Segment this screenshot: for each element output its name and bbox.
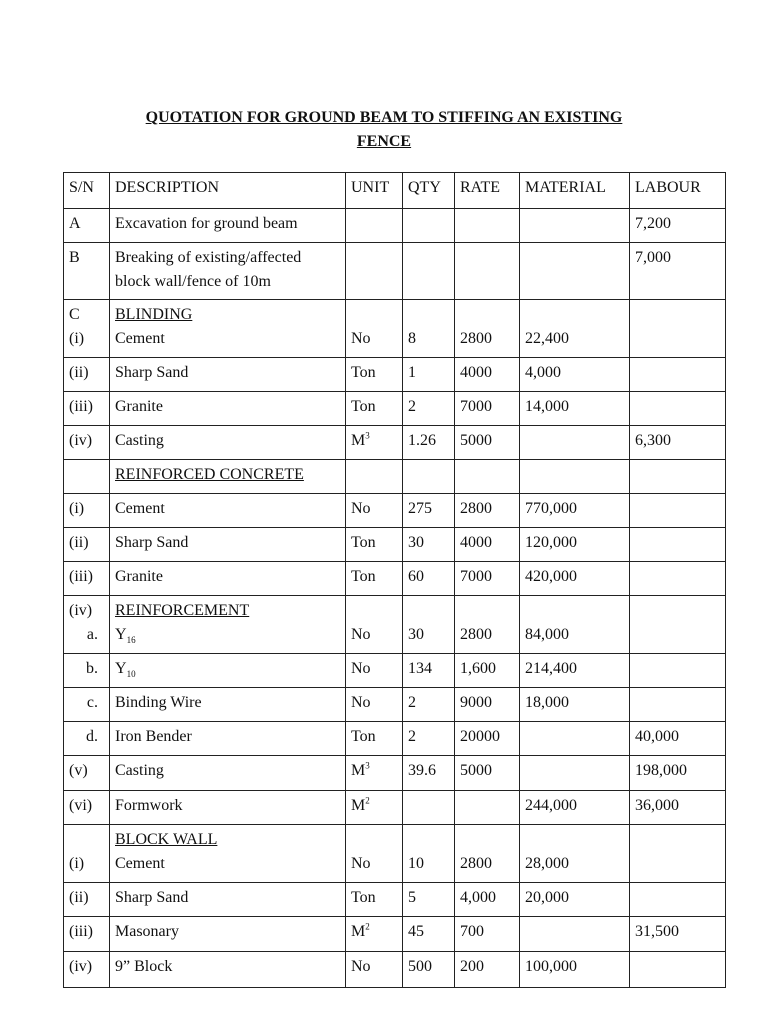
cell-sn	[64, 300, 110, 358]
cell-labour	[630, 952, 726, 988]
header-material: MATERIAL	[520, 173, 630, 209]
table-row	[64, 358, 726, 392]
cell-description	[110, 825, 346, 883]
cell-material	[520, 300, 630, 358]
rate-value: 2800	[460, 855, 492, 872]
header-unit: UNIT	[346, 173, 403, 209]
cell-sn: (ii)	[64, 528, 110, 562]
table-row	[64, 825, 726, 883]
cell-rate: 4000	[455, 358, 520, 392]
cell-labour: 31,500	[630, 917, 726, 952]
cell-labour	[630, 654, 726, 688]
cell-unit	[346, 243, 403, 300]
cell-rate: 2800	[455, 494, 520, 528]
header-labour: LABOUR	[630, 173, 726, 209]
cell-labour	[630, 825, 726, 883]
cell-unit: No	[346, 494, 403, 528]
cell-material	[520, 722, 630, 756]
cell-description	[110, 300, 346, 358]
cell-qty	[403, 825, 455, 883]
title-line-2: FENCE	[356, 133, 412, 150]
cell-unit: No	[346, 952, 403, 988]
unit-value: No	[351, 626, 371, 643]
cell-sn: (i)	[64, 494, 110, 528]
desc-base: Y	[115, 626, 127, 643]
cell-labour	[630, 494, 726, 528]
cell-qty: 500	[403, 952, 455, 988]
cell-sn: B	[64, 243, 110, 300]
cell-unit: Ton	[346, 358, 403, 392]
desc-base: Y	[115, 660, 127, 677]
header-description: DESCRIPTION	[110, 173, 346, 209]
desc-subscript: 16	[126, 635, 136, 646]
cell-description	[110, 460, 346, 494]
table-row	[64, 596, 726, 654]
cell-unit	[346, 300, 403, 358]
cell-rate	[455, 300, 520, 358]
rate-value: 2800	[460, 330, 492, 347]
cell-qty: 134	[403, 654, 455, 688]
cell-material	[520, 460, 630, 494]
cell-description: Excavation for ground beam	[110, 209, 346, 243]
cell-sn: (vi)	[64, 791, 110, 825]
quotation-table	[63, 172, 726, 988]
cell-labour	[630, 460, 726, 494]
cell-qty: 275	[403, 494, 455, 528]
unit-exponent: 2	[365, 795, 370, 806]
cell-labour: 7,200	[630, 209, 726, 243]
cell-rate	[455, 596, 520, 654]
cell-labour: 198,000	[630, 756, 726, 791]
cell-description: Sharp Sand	[110, 528, 346, 562]
section-heading: REINFORCEMENT	[115, 602, 250, 619]
cell-description	[110, 596, 346, 654]
material-value: 22,400	[525, 330, 569, 347]
cell-labour	[630, 300, 726, 358]
cell-material: 100,000	[520, 952, 630, 988]
cell-material	[520, 825, 630, 883]
cell-material	[520, 209, 630, 243]
cell-sn: (iii)	[64, 917, 110, 952]
cell-unit: Ton	[346, 528, 403, 562]
cell-rate: 700	[455, 917, 520, 952]
cell-rate	[455, 243, 520, 300]
cell-material	[520, 917, 630, 952]
cell-labour: 7,000	[630, 243, 726, 300]
cell-unit	[346, 596, 403, 654]
table-row	[64, 756, 726, 791]
cell-description: Formwork	[110, 791, 346, 825]
cell-qty: 2	[403, 722, 455, 756]
item-number: (i)	[69, 330, 85, 347]
cell-material: 770,000	[520, 494, 630, 528]
cell-description: Binding Wire	[110, 688, 346, 722]
cell-labour	[630, 688, 726, 722]
cell-description: 9” Block	[110, 952, 346, 988]
cell-labour: 6,300	[630, 426, 726, 460]
item-description	[115, 626, 136, 646]
cell-rate: 4000	[455, 528, 520, 562]
cell-unit	[346, 460, 403, 494]
table-row	[64, 528, 726, 562]
header-qty: QTY	[403, 173, 455, 209]
table-row	[64, 917, 726, 952]
cell-qty: 30	[403, 528, 455, 562]
cell-description: Masonary	[110, 917, 346, 952]
item-description: Cement	[115, 330, 165, 347]
table-row	[64, 243, 726, 300]
material-value: 84,000	[525, 626, 569, 643]
header-rate: RATE	[455, 173, 520, 209]
cell-unit: Ton	[346, 562, 403, 596]
cell-sn	[64, 596, 110, 654]
cell-material: 120,000	[520, 528, 630, 562]
cell-material: 214,400	[520, 654, 630, 688]
cell-labour	[630, 883, 726, 917]
cell-sn: (v)	[64, 756, 110, 791]
cell-sn: c.	[64, 688, 110, 722]
cell-qty: 1	[403, 358, 455, 392]
unit-base: M	[351, 432, 366, 449]
cell-sn	[64, 460, 110, 494]
table-row	[64, 654, 726, 688]
cell-material	[520, 426, 630, 460]
cell-rate	[455, 825, 520, 883]
cell-description: Casting	[110, 756, 346, 791]
table-row	[64, 300, 726, 358]
cell-rate: 20000	[455, 722, 520, 756]
item-number: (i)	[69, 855, 85, 872]
cell-material	[520, 756, 630, 791]
section-row	[64, 460, 726, 494]
cell-rate	[455, 791, 520, 825]
cell-unit	[346, 209, 403, 243]
cell-sn: d.	[64, 722, 110, 756]
cell-rate	[455, 209, 520, 243]
cell-material: 420,000	[520, 562, 630, 596]
unit-base: M	[351, 923, 366, 940]
unit-exponent: 2	[365, 921, 370, 932]
cell-unit	[346, 426, 403, 460]
cell-unit: No	[346, 654, 403, 688]
cell-qty: 39.6	[403, 756, 455, 791]
table-row	[64, 209, 726, 243]
cell-unit: Ton	[346, 392, 403, 426]
cell-description: Sharp Sand	[110, 358, 346, 392]
cell-description: Granite	[110, 562, 346, 596]
material-value: 28,000	[525, 855, 569, 872]
cell-rate: 200	[455, 952, 520, 988]
cell-material: 18,000	[520, 688, 630, 722]
cell-rate	[455, 460, 520, 494]
cell-labour: 40,000	[630, 722, 726, 756]
cell-material: 4,000	[520, 358, 630, 392]
cell-qty	[403, 460, 455, 494]
title-line-1: QUOTATION FOR GROUND BEAM TO STIFFING AN EXISTING	[145, 109, 623, 126]
cell-qty: 5	[403, 883, 455, 917]
item-description: Cement	[115, 855, 165, 872]
cell-labour	[630, 392, 726, 426]
cell-material: 14,000	[520, 392, 630, 426]
document-title	[0, 106, 768, 154]
sub-item-letter: a.	[86, 626, 98, 643]
cell-sn: b.	[64, 654, 110, 688]
cell-material	[520, 596, 630, 654]
unit-exponent: 3	[365, 430, 370, 441]
section-heading: BLINDING	[115, 306, 193, 323]
cell-qty	[403, 791, 455, 825]
cell-rate: 7000	[455, 392, 520, 426]
cell-labour	[630, 596, 726, 654]
cell-qty: 2	[403, 392, 455, 426]
cell-description	[110, 654, 346, 688]
cell-unit: Ton	[346, 883, 403, 917]
table-row	[64, 562, 726, 596]
cell-rate: 5000	[455, 426, 520, 460]
table-row	[64, 722, 726, 756]
cell-description: Iron Bender	[110, 722, 346, 756]
cell-description	[110, 243, 346, 300]
table-row	[64, 791, 726, 825]
unit-value: No	[351, 330, 371, 347]
cell-sn: (iv)	[64, 426, 110, 460]
cell-sn: (iv)	[64, 952, 110, 988]
cell-qty	[403, 209, 455, 243]
cell-labour	[630, 358, 726, 392]
qty-value: 8	[408, 330, 416, 347]
cell-qty: 2	[403, 688, 455, 722]
cell-material	[520, 243, 630, 300]
section-heading: BLOCK WALL	[115, 831, 218, 848]
cell-unit: No	[346, 688, 403, 722]
cell-rate: 7000	[455, 562, 520, 596]
cell-material: 244,000	[520, 791, 630, 825]
cell-qty	[403, 300, 455, 358]
table-row	[64, 688, 726, 722]
table-row	[64, 883, 726, 917]
qty-value: 30	[408, 626, 424, 643]
cell-qty: 60	[403, 562, 455, 596]
cell-material: 20,000	[520, 883, 630, 917]
table-row	[64, 392, 726, 426]
cell-description: Granite	[110, 392, 346, 426]
table-header-row	[64, 173, 726, 209]
cell-rate: 9000	[455, 688, 520, 722]
cell-description: Casting	[110, 426, 346, 460]
section-heading: REINFORCED CONCRETE	[115, 466, 304, 483]
description-line: block wall/fence of 10m	[115, 273, 271, 290]
cell-rate: 5000	[455, 756, 520, 791]
cell-labour	[630, 562, 726, 596]
header-sn: S/N	[64, 173, 110, 209]
cell-sn: (iii)	[64, 392, 110, 426]
cell-unit	[346, 917, 403, 952]
desc-subscript: 10	[126, 669, 136, 680]
section-letter: C	[69, 306, 80, 323]
unit-value: No	[351, 855, 371, 872]
cell-rate: 4,000	[455, 883, 520, 917]
cell-sn: (ii)	[64, 358, 110, 392]
cell-unit	[346, 825, 403, 883]
rate-value: 2800	[460, 626, 492, 643]
item-number: (iv)	[69, 602, 93, 619]
cell-sn: A	[64, 209, 110, 243]
table-row	[64, 952, 726, 988]
cell-sn	[64, 825, 110, 883]
cell-qty: 1.26	[403, 426, 455, 460]
cell-unit: Ton	[346, 722, 403, 756]
cell-rate: 1,600	[455, 654, 520, 688]
cell-labour: 36,000	[630, 791, 726, 825]
cell-description: Sharp Sand	[110, 883, 346, 917]
cell-qty: 45	[403, 917, 455, 952]
unit-exponent: 3	[365, 760, 370, 771]
unit-base: M	[351, 762, 366, 779]
description-line: Breaking of existing/affected	[115, 249, 302, 266]
cell-unit	[346, 791, 403, 825]
cell-labour	[630, 528, 726, 562]
cell-description: Cement	[110, 494, 346, 528]
unit-base: M	[351, 797, 366, 814]
cell-qty	[403, 243, 455, 300]
cell-qty	[403, 596, 455, 654]
qty-value: 10	[408, 855, 424, 872]
table-row	[64, 426, 726, 460]
cell-sn: (iii)	[64, 562, 110, 596]
cell-sn: (ii)	[64, 883, 110, 917]
table-row	[64, 494, 726, 528]
cell-unit	[346, 756, 403, 791]
